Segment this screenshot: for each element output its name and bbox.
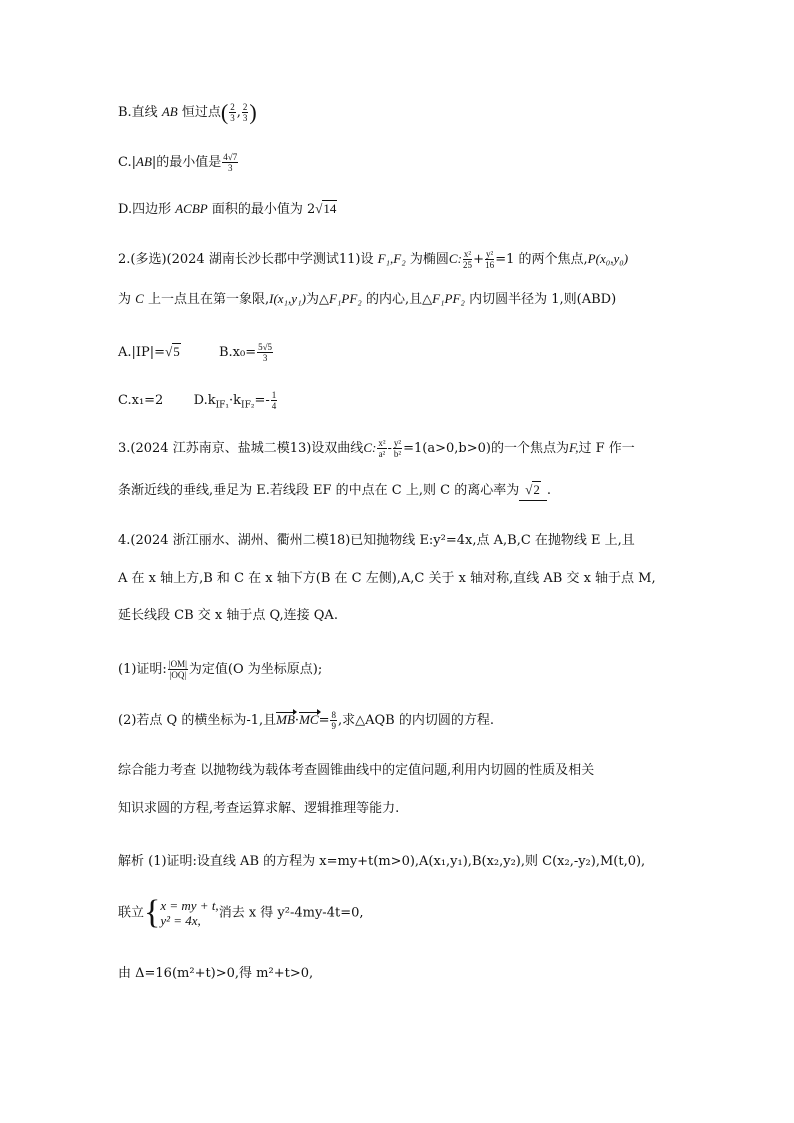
q2-opt-d: D.k — [193, 393, 216, 408]
q2-line2: 为 C 上一点且在第一象限,I(x₁,y₁)为△F₁PF₂ 的内心,且△F₁PF₂ 内切圆半径为 1,则(ABD) — [118, 291, 617, 307]
q4-part2-eq: = — [318, 713, 330, 728]
q2-opt-b-frac: $\frac{5√5}{3}$ — [258, 342, 273, 363]
q3-eq: =1(a>0,b>0)的一个焦点为 — [403, 441, 569, 456]
q4-line1: 4.(2024 浙江丽水、湖州、衢州二模18)已知抛物线 E:y²=4x,点 A,B,C 在抛物线 E 上,且 — [118, 533, 635, 548]
q3-frac-x: $\frac{\text{x²}}{\text{a²}}$ — [378, 438, 386, 459]
q4-part2-vec-mb: MB — [276, 712, 295, 727]
system-row2: y² = 4x, — [160, 913, 201, 928]
solution-line3: 由 Δ=16(m²+t)>0,得 m²+t>0, — [118, 966, 314, 981]
q4-part2-rest: ,求△AQB 的内切圆的方程. — [337, 713, 494, 728]
q3-f: F, — [568, 440, 579, 455]
q2-opt-d-frac: $\frac{1}{4}$ — [271, 390, 277, 411]
q4-part1-frac: $\frac{|OM|}{|OQ|}$ — [168, 659, 187, 680]
q2-opt-d-sub1: IF₁ — [215, 400, 230, 411]
q2-opt-d-sub2: IF₂ — [241, 400, 255, 411]
option-c-ab: AB — [136, 154, 152, 169]
q3-line2-text: 条渐近线的垂线,垂足为 E.若线段 EF 的中点在 C 上,则 C 的离心率为 — [118, 483, 520, 498]
q2-tri: F₁PF₂ — [328, 291, 362, 306]
q2-line2a: 为 — [118, 292, 132, 307]
system-row1: x = my + t, — [160, 898, 219, 913]
q3-frac-y: $\frac{\text{y²}}{\text{b²}}$ — [393, 438, 402, 459]
q4-part2-lead: (2)若点 Q 的横坐标为-1,且 — [118, 713, 277, 728]
q3-line2 — [118, 481, 551, 501]
option-c — [118, 152, 239, 173]
summary-line1: 综合能力考查 以抛物线为载体考查圆锥曲线中的定值问题,利用内切圆的性质及相关 — [118, 763, 595, 778]
q3-c: C: — [363, 440, 377, 455]
option-b-frac1: $\frac{2}{3}$ — [230, 102, 235, 123]
q4-part1 — [118, 659, 322, 680]
q4-line2: A 在 x 轴上方,B 和 C 在 x 轴下方(B 在 C 左侧),A,C 关于 x 轴对称,直线 AB 交 x 轴于点 M, — [118, 571, 656, 586]
q2-opt-a: A.|IP|= — [118, 345, 166, 360]
option-b-frac2: $\frac{2}{3}$ — [242, 102, 248, 123]
q2-frac-y: $\frac{\text{y²}}{16}$ — [485, 249, 495, 270]
q2-f12: F₁,F₂ — [377, 251, 406, 266]
q4-line3: 延长线段 CB 交 x 轴于点 Q,连接 QA. — [118, 608, 338, 623]
q2-eq: =1 的两个焦点, — [495, 252, 588, 267]
q2-opt-a-sqrt: √5 — [165, 344, 180, 359]
q2-opt-d-dot: ·k — [229, 393, 242, 408]
option-c-rest: |的最小值是 — [151, 155, 222, 170]
q4-part1-lead: (1)证明: — [118, 662, 167, 677]
q3-answer-blank: √2 — [519, 481, 547, 501]
option-d — [118, 200, 337, 219]
option-d-rest: 面积的最小值为 2 — [211, 202, 316, 217]
q2-line2c: 为△ — [305, 292, 329, 307]
option-d-sqrt: √14 — [315, 201, 337, 216]
summary-line2: 知识求圆的方程,考查运算求解、逻辑推理等能力. — [118, 801, 400, 816]
q2-line2b: 上一点且在第一象限, — [147, 292, 270, 307]
q2-line2e: 内切圆半径为 1,则(ABD) — [469, 292, 617, 307]
q2-options-cd — [118, 390, 278, 411]
q2-p: P(x₀,y₀) — [587, 251, 629, 266]
q2-opt-b: B.x₀= — [218, 345, 257, 360]
solution-system-lead: 联立 — [118, 905, 145, 921]
q2-options-ab — [118, 342, 274, 363]
q3-end: . — [546, 483, 551, 498]
q2-mid: 为椭圆 — [409, 252, 449, 267]
option-c-frac: $\frac{4√7}{3}$ — [223, 152, 238, 173]
option-d-acbp: ACBP — [175, 201, 208, 216]
solution-system-rest: 消去 x 得 y²-4my-4t=0, — [218, 905, 364, 921]
q4-part1-rest: 为定值(O 为坐标原点); — [188, 662, 323, 677]
option-b-label: B.直线 — [118, 105, 158, 120]
solution-line1: 解析 (1)证明:设直线 AB 的方程为 x=my+t(m>0),A(x₁,y₁),B(x₂,y₂),则 C(x₂,-y₂),M(t,0), — [118, 854, 646, 869]
q2-c: C: — [448, 251, 462, 266]
q4-part2-vec-mc: MC — [299, 712, 319, 727]
option-b: B.直线 AB 恒过点( $\frac{2}{3}$ , $\frac{2}{3}$ ) — [118, 99, 257, 125]
q4-part2-frac: $\frac{8}{9}$ — [331, 710, 336, 731]
q2-lead: 2.(多选)(2024 湖南长沙长郡中学测试11)设 — [118, 252, 374, 267]
q2-i: I(x₁,y₁) — [269, 291, 306, 306]
option-c-label: C.| — [118, 155, 136, 170]
option-d-label: D.四边形 — [118, 202, 172, 217]
q2-frac-x: $\frac{\text{x²}}{25}$ — [463, 249, 473, 270]
option-b-rest: 恒过点 — [181, 105, 221, 120]
q3-rest: 过 F 作一 — [578, 441, 635, 456]
q2-line2d: 的内心,且△ — [365, 292, 433, 307]
q2-line1: 2.(多选)(2024 湖南长沙长郡中学测试11)设 F₁,F₂ 为椭圆C: $\frac{\text{x²}}{25}$ + $\frac{\text{y²}}{16}$ =1 的两个焦点,P(x₀,y₀) — [118, 249, 629, 270]
solution-system: { x = my + t, y² = 4x, — [144, 894, 219, 931]
q3-line1: 3.(2024 江苏南京、盐城二模13)设双曲线C: $\frac{\text{x²}}{\text{a²}}$ - $\frac{\text{y²}}{\text{b²}}$ =1(a>0,b>0)的一个焦点为F,过 F 作一 — [118, 438, 635, 459]
solution-line2 — [118, 896, 364, 930]
q4-part2 — [118, 710, 494, 731]
q2-opt-c: C.x₁=2 — [118, 393, 164, 408]
q2-opt-d-eq: =- — [254, 393, 270, 408]
q3-lead: 3.(2024 江苏南京、盐城二模13)设双曲线 — [118, 441, 364, 456]
q4-part2-dot: · — [294, 713, 300, 728]
option-b-ab: AB — [161, 104, 178, 119]
